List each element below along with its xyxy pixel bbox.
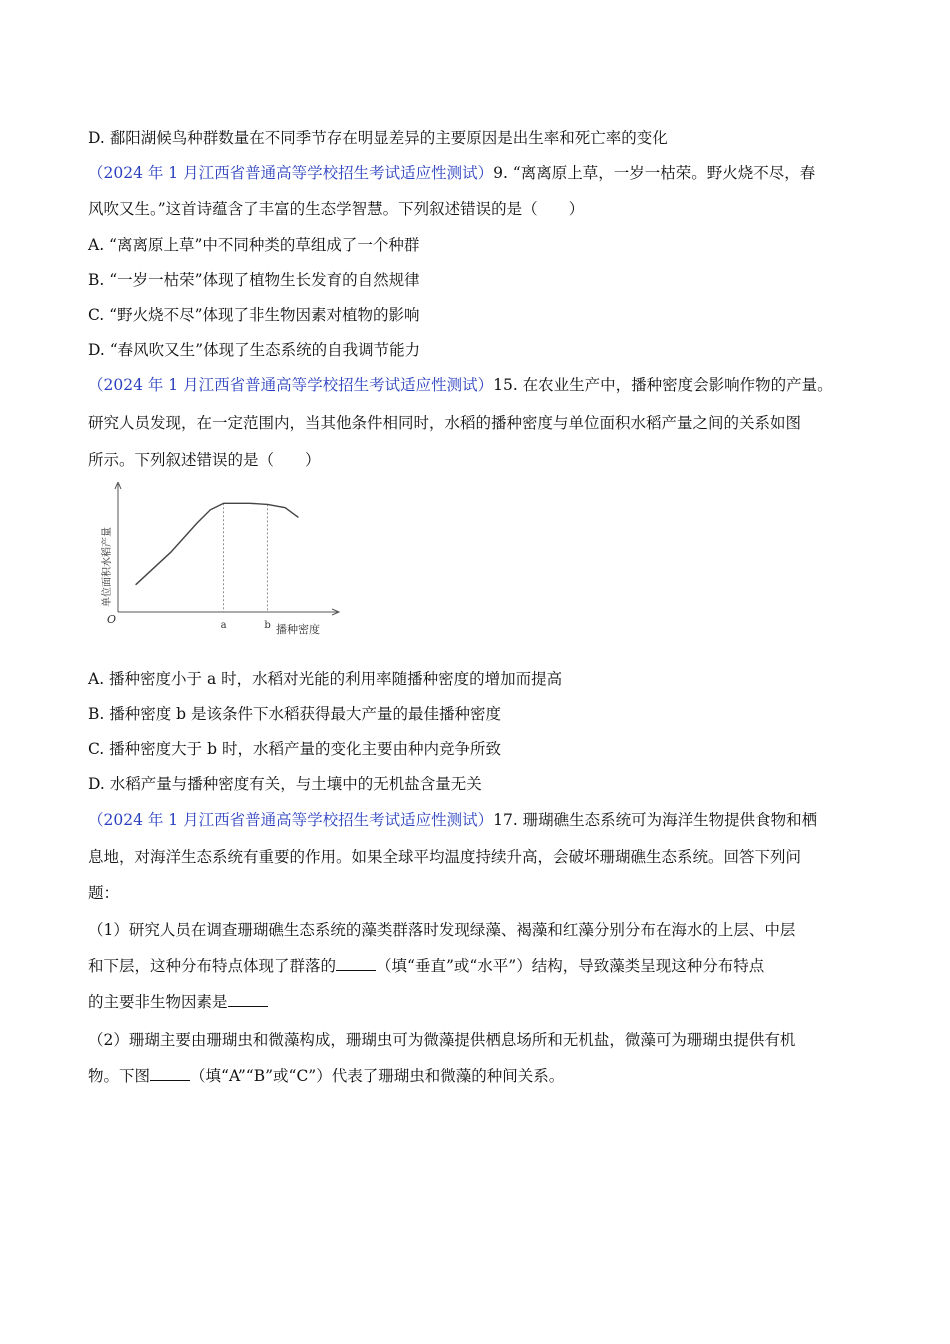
graph-y-label: 单位面积水稻产量 (102, 527, 113, 607)
q15-option-b: B. 播种密度 b 是该条件下水稻获得最大产量的最佳播种密度 (88, 705, 502, 723)
yield-density-graph (98, 482, 348, 642)
q15-stem-line-3: 所示。下列叙述错误的是（ ） (88, 451, 321, 469)
q15-option-a: A. 播种密度小于 a 时，水稻对光能的利用率随播种密度的增加而提高 (88, 670, 563, 688)
graph-x-tick-a: a (220, 620, 227, 631)
q17-source: （2024 年 1 月江西省普通高等学校招生考试适应性测试） (88, 811, 494, 829)
graph-guides (224, 503, 268, 612)
q15-stem-line-1 (88, 375, 868, 395)
q17-stem-text: 17. 珊瑚礁生态系统可为海洋生物提供食物和栖 (493, 811, 818, 829)
q15-option-c: C. 播种密度大于 b 时，水稻产量的变化主要由种内竞争所致 (88, 740, 501, 758)
answer-blank-3[interactable] (150, 1066, 190, 1081)
q15-source: （2024 年 1 月江西省普通高等学校招生考试适应性测试） (88, 376, 494, 394)
q17-stem-line-1 (88, 810, 868, 830)
graph-x-label: 播种密度 (276, 623, 320, 636)
answer-blank-1[interactable] (336, 956, 376, 971)
q17-stem-line-2: 息地，对海洋生态系统有重要的作用。如果全球平均温度持续升高，会破坏珊瑚礁生态系统。回答下列问 (88, 848, 802, 866)
graph-axes (115, 482, 339, 615)
q17-part1-text-post: （填“垂直”或“水平”）结构，导致藻类呈现这种分布特点 (376, 957, 765, 975)
q9-stem-line-2: 风吹又生。”这首诗蕴含了丰富的生态学智慧。下列叙述错误的是（ ） (88, 200, 585, 218)
graph-origin-label: O (107, 613, 117, 626)
q17-part1-line-2 (88, 956, 868, 976)
q9-option-a: A. “离离原上草”中不同种类的草组成了一个种群 (88, 236, 420, 254)
q17-part2-line-1: （2）珊瑚主要由珊瑚虫和微藻构成，珊瑚虫可为微藻提供栖息场所和无机盐，微藻可为珊瑚虫提供有机 (88, 1031, 796, 1049)
q9-option-c: C. “野火烧不尽”体现了非生物因素对植物的影响 (88, 306, 420, 324)
q17-stem-line-3: 题： (88, 884, 120, 902)
q17-part1-text-pre: 和下层，这种分布特点体现了群落的 (88, 957, 337, 975)
q17-part1-line-3 (88, 992, 868, 1012)
graph-x-tick-b: b (264, 620, 271, 631)
q9-option-b: B. “一岁一枯荣”体现了植物生长发育的自然规律 (88, 271, 420, 289)
q17-part1-text-end: 的主要非生物因素是 (88, 993, 228, 1011)
q8-option-d: D. 鄱阳湖候鸟种群数量在不同季节存在明显差异的主要原因是出生率和死亡率的变化 (88, 129, 668, 147)
answer-blank-2[interactable] (228, 992, 268, 1007)
q9-stem-text: 9. “离离原上草，一岁一枯荣。野火烧不尽，春 (493, 164, 816, 182)
yield-curve (136, 503, 299, 585)
q9-source: （2024 年 1 月江西省普通高等学校招生考试适应性测试） (88, 164, 494, 182)
q15-stem-line-2: 研究人员发现，在一定范围内，当其他条件相同时，水稻的播种密度与单位面积水稻产量之间的关系如图 (88, 414, 802, 432)
q9-stem-line-1 (88, 163, 868, 183)
q17-part2-text-pre: 物。下图 (88, 1067, 151, 1085)
q15-option-d: D. 水稻产量与播种密度有关，与土壤中的无机盐含量无关 (88, 775, 482, 793)
q9-option-d: D. “春风吹又生”体现了生态系统的自我调节能力 (88, 341, 421, 359)
q17-part1-line-1: （1）研究人员在调查珊瑚礁生态系统的藻类群落时发现绿藻、褐藻和红藻分别分布在海水的上层、中层 (88, 921, 796, 939)
q17-part2-line-2 (88, 1066, 868, 1086)
q15-stem-text: 15. 在农业生产中，播种密度会影响作物的产量。 (493, 376, 833, 394)
q17-part2-text-post: （填“A”“B”或“C”）代表了珊瑚虫和微藻的种间关系。 (190, 1067, 565, 1085)
